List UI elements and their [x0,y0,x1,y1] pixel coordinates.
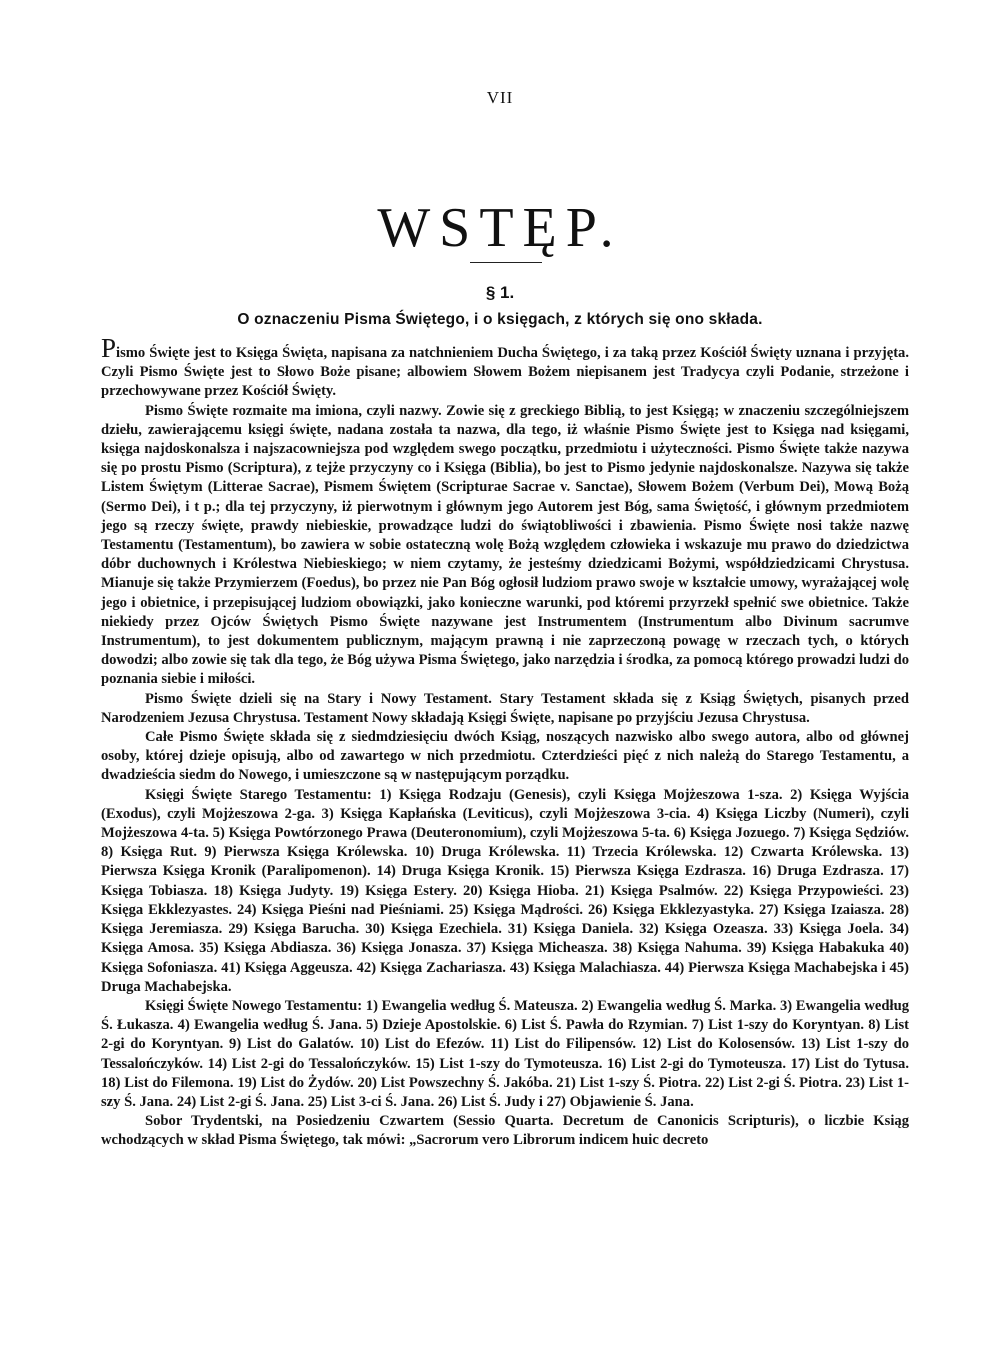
paragraph: Pismo Święte dzieli się na Stary i Nowy Testament. Stary Testament składa się z Ksiąg Świętych, pisanych przed Narodzeniem Jezusa Chrystusa. Testament Nowy składają Księgi Święte, napisane po przyjściu Jezusa Chrystusa. [101,690,909,726]
paragraph: Sobor Trydentski, na Posiedzeniu Czwartem (Sessio Quarta. Decretum de Canonicis Scripturis), o liczbie Ksiąg wchodzących w skład Pisma Świętego, tak mówi: „Sacrorum vero Librorum indicem huic decreto [101,1113,909,1149]
page-title: WSTĘP. [377,197,623,259]
title-rule [470,262,542,263]
initial-letter: P [101,333,117,363]
section-heading: O oznaczeniu Pisma Świętego, i o księgach, z których się ono składa. [237,311,763,328]
page-number: VII [486,88,514,107]
paragraph: Całe Pismo Święte składa się z siedmdziesięciu dwóch Ksiąg, noszących nazwisko albo swego autora, albo od głównej osoby, której dzieje opisują, albo od zawartego w nich przedmiotu. Czterdzieści pięć z nich należą do Starego Testamentu, a dwadzieścia siedm do Nowego, i umieszczone są w następującym porządku. [101,729,909,784]
paragraph: Pismo Święte rozmaite ma imiona, czyli nazwy. Zowie się z greckiego Biblią, to jest Księgą; w znaczeniu szczególniejszem dziełu, zawierającemu księgi święte, nadana została ta nazwa, dla tego, iż właśnie Pismo Święte jest to Księga nad księgami, księga najdoskonalsza i najszacowniejsza pod względem swego początku, przedmiotu i użyteczności. Pismo Święte także nazywa się po prostu Pismo (Scriptura), z tejże przyczyny co i Księga (Biblia), bo jest to Pismo jedynie najdoskonalsze. Nazywa się także Listem Świętym (Litterae Sacrae), Pismem Świętem (Scripturae Sacrae v. Sanctae), Słowem Bożem (Verbum Dei), Mową Bożą (Sermo Dei), i t p.; dla tej przyczyny, iż pierwotnym i głównym jego Autorem jest Bóg, sama Świętość, i głównym przedmiotem jego są rzeczy święte, prawdy niebieskie, prowadzące ludzi do świątobliwości i zbawienia. Pismo Święte nosi także nazwę Testamentu (Testamentum), bo zawiera w sobie ostateczną wolę Bożą względem człowieka i wskazuje mu prawo do dziedzictwa dóbr duchownych i Królestwa Niebieskiego; w niem czytamy, że jesteśmy dziedzicami Bożymi, współdziedzicami Chrystusa. Mianuje się także Przymierzem (Foedus), bo przez nie Pan Bóg ogłosił ludziom prawo swoje w kształcie umowy, wyrażającej wolę jego i obietnice, i przepisującej ludziom obowiązki, jako konieczne warunki, pod któremi przyrzekł spełnić swe obietnice. Także niekiedy przez Ojców Świętych Pismo Święte nazywane jest Instrumentem (Instrumentum albo Divinum sacrumve Instrumentum), to jest dokumentem publicznym, mającym prawną i nie zaprzeczoną powagę w rzeczach tych, o których dowodzi; albo zowie się tak dla tego, że Bóg używa Pisma Świętego, jako narzędzia i środka, za pomocą którego prowadzi ludzi do poznania siebie i miłości. [101,402,909,688]
body-text [101,333,909,1151]
paragraph: Pismo Święte jest to Księga Święta, napisana za natchnieniem Ducha Świętego, i za taką przez Kościół Święty uznana i przyjęta. Czyli Pismo Święte jest to Słowo Boże pisane; albowiem Słowem Bożem niepisanem jest Tradycya czyli Podanie, strzeżone i przechowywane przez Kościół Święty. [101,333,909,400]
paragraph: Księgi Święte Starego Testamentu: 1) Księga Rodzaju (Genesis), czyli Księga Mojżeszowa 1-sza. 2) Księga Wyjścia (Exodus), czyli Mojżeszowa 2-ga. 3) Księga Kapłańska (Leviticus), czyli Mojżeszowa 3-cia. 4) Księga Liczby (Numeri), czyli Mojżeszowa 4-ta. 5) Księga Powtórzonego Prawa (Deuteronomium), czyli Mojżeszowa 5-ta. 6) Księga Jozuego. 7) Księga Sędziów. 8) Księga Rut. 9) Pierwsza Księga Królewska. 10) Druga Królewska. 11) Trzecia Królewska. 12) Czwarta Królewska. 13) Pierwsza Księga Kronik (Paralipomenon). 14) Druga Księga Kronik. 15) Pierwsza Księga Ezdrasza. 16) Druga Ezdrasza. 17) Księga Tobiasza. 18) Księga Judyty. 19) Księga Estery. 20) Księga Hioba. 21) Księga Psalmów. 22) Księga Przypowieści. 23) Księga Ekklezyastes. 24) Księga Pieśni nad Pieśniami. 25) Księga Mądrości. 26) Księga Ekklezyastyka. 27) Księga Izaiasza. 28) Księga Jeremiasza. 29) Księga Barucha. 30) Księga Ezechiela. 31) Księga Daniela. 32) Księga Ozeasza. 33) Księga Joela. 34) Księga Amosa. 35) Księga Abdiasza. 36) Księga Jonasza. 37) Księga Micheasza. 38) Księga Nahuma. 39) Księga Habakuka 40) Księga Sofoniasza. 41) Księga Aggeusza. 42) Księga Zachariasza. 43) Księga Malachiasza. 44) Pierwsza Księga Machabejska i 45) Druga Machabejska. [101,786,909,995]
section-number: § 1. [485,283,515,302]
paragraph: Księgi Święte Nowego Testamentu: 1) Ewangelia według Ś. Mateusza. 2) Ewangelia według Ś. Marka. 3) Ewangelia według Ś. Łukasza. 4) Ewangelia według Ś. Jana. 5) Dzieje Apostolskie. 6) List Ś. Pawła do Rzymian. 7) List 1-szy do Koryntyan. 8) List 2-gi do Koryntyan. 9) List do Galatów. 10) List do Efezów. 11) List do Filipensów. 12) List do Kolosensów. 13) List 1-szy do Tessalończyków. 14) List 2-gi do Tessalończyków. 15) List 1-szy do Tymoteusza. 16) List 2-gi do Tymoteusza. 17) List do Tytusa. 18) List do Filemona. 19) List do Żydów. 20) List Powszechny Ś. Jakóba. 21) List 1-szy Ś. Piotra. 22) List 2-gi Ś. Piotra. 23) List 1-szy Ś. Jana. 24) List 2-gi Ś. Jana. 25) List 3-ci Ś. Jana. 26) List Ś. Judy i 27) Objawienie Ś. Jana. [101,997,909,1110]
